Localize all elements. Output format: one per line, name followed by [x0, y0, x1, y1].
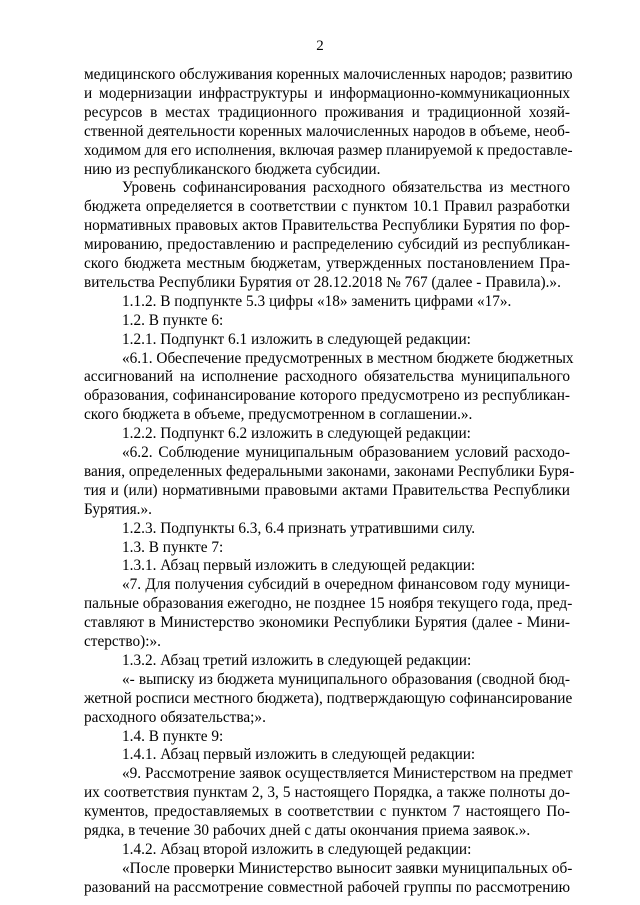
text-line: 1.2.3. Подпункты 6.3, 6.4 признать утратившими силу. [122, 519, 476, 537]
text-line: 1.3. В пункте 7: [122, 538, 224, 556]
text-line: ассигнований на исполнение расходного обязательства муниципального [84, 368, 570, 386]
text-line: ственной деятельности коренных малочисленных народов в объеме, необ- [84, 122, 570, 140]
text-line: стерство):». [84, 633, 161, 650]
text-line: их соответствия пунктам 2, 3, 5 настоящего Порядка, а также полноты до- [84, 784, 570, 802]
text-line: медицинского обслуживания коренных малочисленных народов; развитию [84, 66, 573, 83]
text-line: вительства Республики Бурятия от 28.12.2018 № 767 (далее - Правила).». [84, 273, 561, 291]
text-line: «6.2. Соблюдение муниципальным образованием условий расходо- [122, 444, 570, 461]
text-line: 1.3.1. Абзац первый изложить в следующей редакции: [122, 557, 476, 575]
text-line: 1.3.2. Абзац третий изложить в следующей редакции: [122, 651, 472, 669]
text-line: 1.4.1. Абзац первый изложить в следующей редакции: [122, 746, 476, 764]
text-line: расходного обязательства;». [84, 708, 266, 726]
text-line: 1.2.2. Подпункт 6.2 изложить в следующей редакции: [122, 425, 471, 443]
text-line: вания, определенных федеральными законами, законами Республики Буря- [84, 462, 575, 480]
text-line: ставляют в Министерство экономики Республики Бурятия (далее - Мини- [84, 614, 570, 632]
text-line: «- выписку из бюджета муниципального образования (сводной бюд- [122, 670, 570, 688]
page-number: 2 [316, 38, 324, 54]
text-line: образования, софинансирование которого предусмотрено из республикан- [84, 387, 570, 405]
text-line: нию из республиканского бюджета субсидии. [84, 160, 381, 178]
text-line: рядка, в течение 30 рабочих дней с даты окончания приема заявок.». [84, 822, 531, 839]
text-line: ского бюджета в объеме, предусмотренном в соглашении.». [84, 406, 473, 424]
text-line: ского бюджета местным бюджетам, утвержденных постановлением Пра- [84, 255, 570, 272]
text-line: «После проверки Министерство выносит заявки муниципальных об- [122, 859, 573, 877]
text-line: мированию, предоставлению и распределению субсидий из республикан- [84, 236, 570, 254]
text-line: 1.4.2. Абзац второй изложить в следующей редакции: [122, 840, 472, 858]
text-line: 1.1.2. В подпункте 5.3 цифры «18» заменить цифрами «17». [122, 292, 512, 310]
text-line: бюджета определяется в соответствии с пунктом 10.1 Правил разработки [84, 198, 570, 216]
text-line: 1.2. В пункте 6: [122, 311, 224, 329]
text-line: тия и (или) нормативными правовыми актами Правительства Республики [84, 481, 570, 499]
text-line: и модернизации инфраструктуры и информационно-коммуникационных [84, 84, 570, 102]
text-line: 1.2.1. Подпункт 6.1 изложить в следующей редакции: [122, 330, 471, 348]
text-line: ресурсов в местах традиционного проживания и традиционной хозяй- [84, 103, 570, 121]
text-line: «7. Для получения субсидий в очередном финансовом году муници- [122, 576, 570, 594]
text-line: кументов, предоставляемых в соответствии с пунктом 7 настоящего По- [84, 803, 570, 821]
text-line: 1.4. В пункте 9: [122, 727, 224, 745]
text-line: нормативных правовых актов Правительства Республики Бурятия по фор- [84, 217, 570, 235]
text-line: жетной росписи местного бюджета), подтверждающую софинансирование [84, 689, 573, 707]
text-line: «9. Рассмотрение заявок осуществляется Министерством на предмет [122, 765, 573, 783]
text-line: разований на рассмотрение совместной рабочей группы по рассмотрению [84, 878, 570, 896]
text-line: ходимом для его исполнения, включая размер планируемой к предоставле- [84, 141, 573, 159]
text-line: Уровень софинансирования расходного обязательства из местного [122, 179, 570, 197]
text-line: пальные образования ежегодно, не позднее 15 ноября текущего года, пред- [84, 595, 573, 613]
text-line: «6.1. Обеспечение предусмотренных в местном бюджете бюджетных [122, 349, 574, 367]
text-line: Бурятия.». [84, 500, 152, 518]
